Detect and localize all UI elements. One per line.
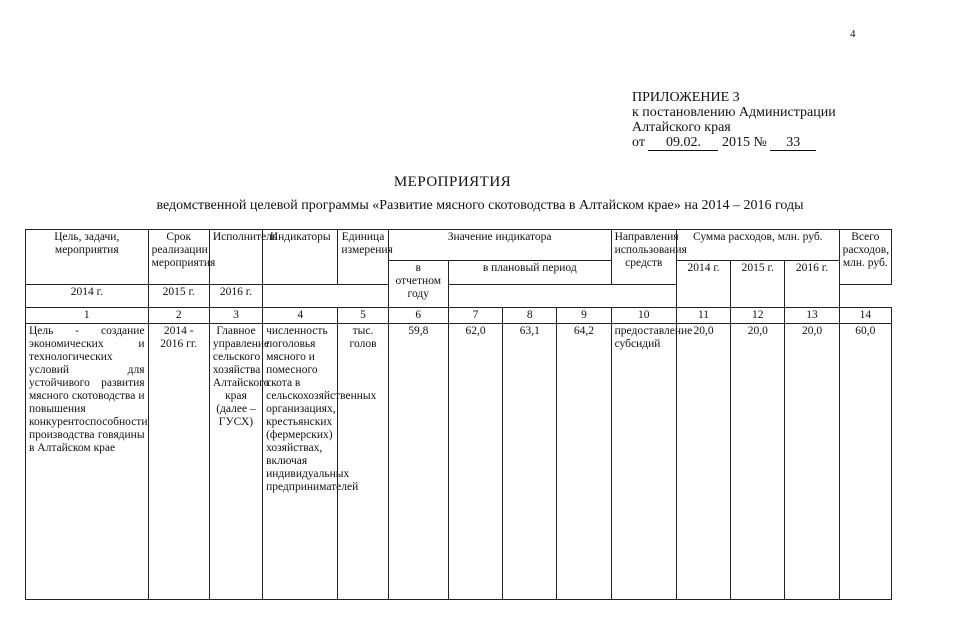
header-unit: Единица измерения xyxy=(338,230,388,285)
cell-unit: тыс. голов xyxy=(338,324,388,600)
header-plan-2016: 2016 г. xyxy=(209,284,262,308)
column-numbers-row xyxy=(26,308,892,324)
col-number: 2 xyxy=(148,308,209,324)
header-exp-2016: 2016 г. xyxy=(785,261,839,308)
cell-exp-2014: 20,0 xyxy=(676,324,730,600)
header-total: Всего расходов, млн. руб. xyxy=(839,230,891,285)
header-reporting-year: в отчетном году xyxy=(388,261,448,308)
appendix-date-line xyxy=(632,135,836,151)
cell-goal: Цель - создание экономических и технологических условий для устойчивого развития мясного скотоводства и повышения конкурентоспособности производства говядины в Алтайском крае xyxy=(26,324,149,600)
cell-total: 60,0 xyxy=(839,324,891,600)
col-number: 3 xyxy=(209,308,262,324)
appendix-line-2: Алтайского края xyxy=(632,120,731,135)
decree-number: 33 xyxy=(770,135,816,151)
header-direction: Направления использования средств xyxy=(611,230,676,285)
decree-date: 09.02. xyxy=(648,135,718,151)
col-number: 13 xyxy=(785,308,839,324)
appendix-block xyxy=(632,90,836,151)
cell-direction: предоставление субсидий xyxy=(611,324,676,600)
cell-reporting: 59,8 xyxy=(388,324,448,600)
cell-plan-2014: 62,0 xyxy=(448,324,502,600)
appendix-title: ПРИЛОЖЕНИЕ 3 xyxy=(632,90,740,105)
cell-term: 2014 - 2016 гг. xyxy=(148,324,209,600)
header-plan-2014: 2014 г. xyxy=(26,284,149,308)
header-exp-2014: 2014 г. xyxy=(676,261,730,308)
col-number: 6 xyxy=(388,308,448,324)
col-number: 4 xyxy=(263,308,338,324)
cell-indicator: численность поголовья мясного и помесного скота в сельскохозяйственных организациях, крестьянских (фермерских) хозяйствах, включая индивидуальных предпринимателей xyxy=(263,324,338,600)
col-number: 5 xyxy=(338,308,388,324)
header-plan-2015: 2015 г. xyxy=(148,284,209,308)
cell-plan-2016: 64,2 xyxy=(557,324,611,600)
col-number: 8 xyxy=(503,308,557,324)
col-number: 12 xyxy=(731,308,785,324)
header-goal: Цель, задачи, мероприятия xyxy=(26,230,149,285)
col-number: 1 xyxy=(26,308,149,324)
header-planned-period: в плановый период xyxy=(448,261,611,285)
col-number: 11 xyxy=(676,308,730,324)
col-number: 10 xyxy=(611,308,676,324)
cell-executor: Главное управление сельского хозяйства Алтайского края (далее – ГУСХ) xyxy=(209,324,262,600)
header-expenses: Сумма расходов, млн. руб. xyxy=(676,230,839,261)
cell-plan-2015: 63,1 xyxy=(503,324,557,600)
from-label: от xyxy=(632,135,645,150)
document-subtitle: ведомственной целевой программы «Развитие мясного скотоводства в Алтайском крае» на 2014 – 2016 годы xyxy=(156,198,804,213)
col-number: 14 xyxy=(839,308,891,324)
col-number: 9 xyxy=(557,308,611,324)
header-executor: Исполнитель xyxy=(209,230,262,285)
appendix-line-1: к постановлению Администрации xyxy=(632,105,836,120)
header-row-1 xyxy=(26,230,892,261)
header-indicator-value: Значение индикатора xyxy=(388,230,611,261)
page-number: 4 xyxy=(850,28,856,40)
document-title: МЕРОПРИЯТИЯ xyxy=(393,174,512,190)
header-indicators: Индикаторы xyxy=(263,230,338,285)
measures-table xyxy=(25,229,892,600)
header-exp-2015: 2015 г. xyxy=(731,261,785,308)
table-row xyxy=(26,324,892,600)
year-number-label: 2015 № xyxy=(721,135,767,150)
cell-exp-2015: 20,0 xyxy=(731,324,785,600)
header-term: Срок реализации мероприятия xyxy=(148,230,209,285)
col-number: 7 xyxy=(448,308,502,324)
cell-exp-2016: 20,0 xyxy=(785,324,839,600)
